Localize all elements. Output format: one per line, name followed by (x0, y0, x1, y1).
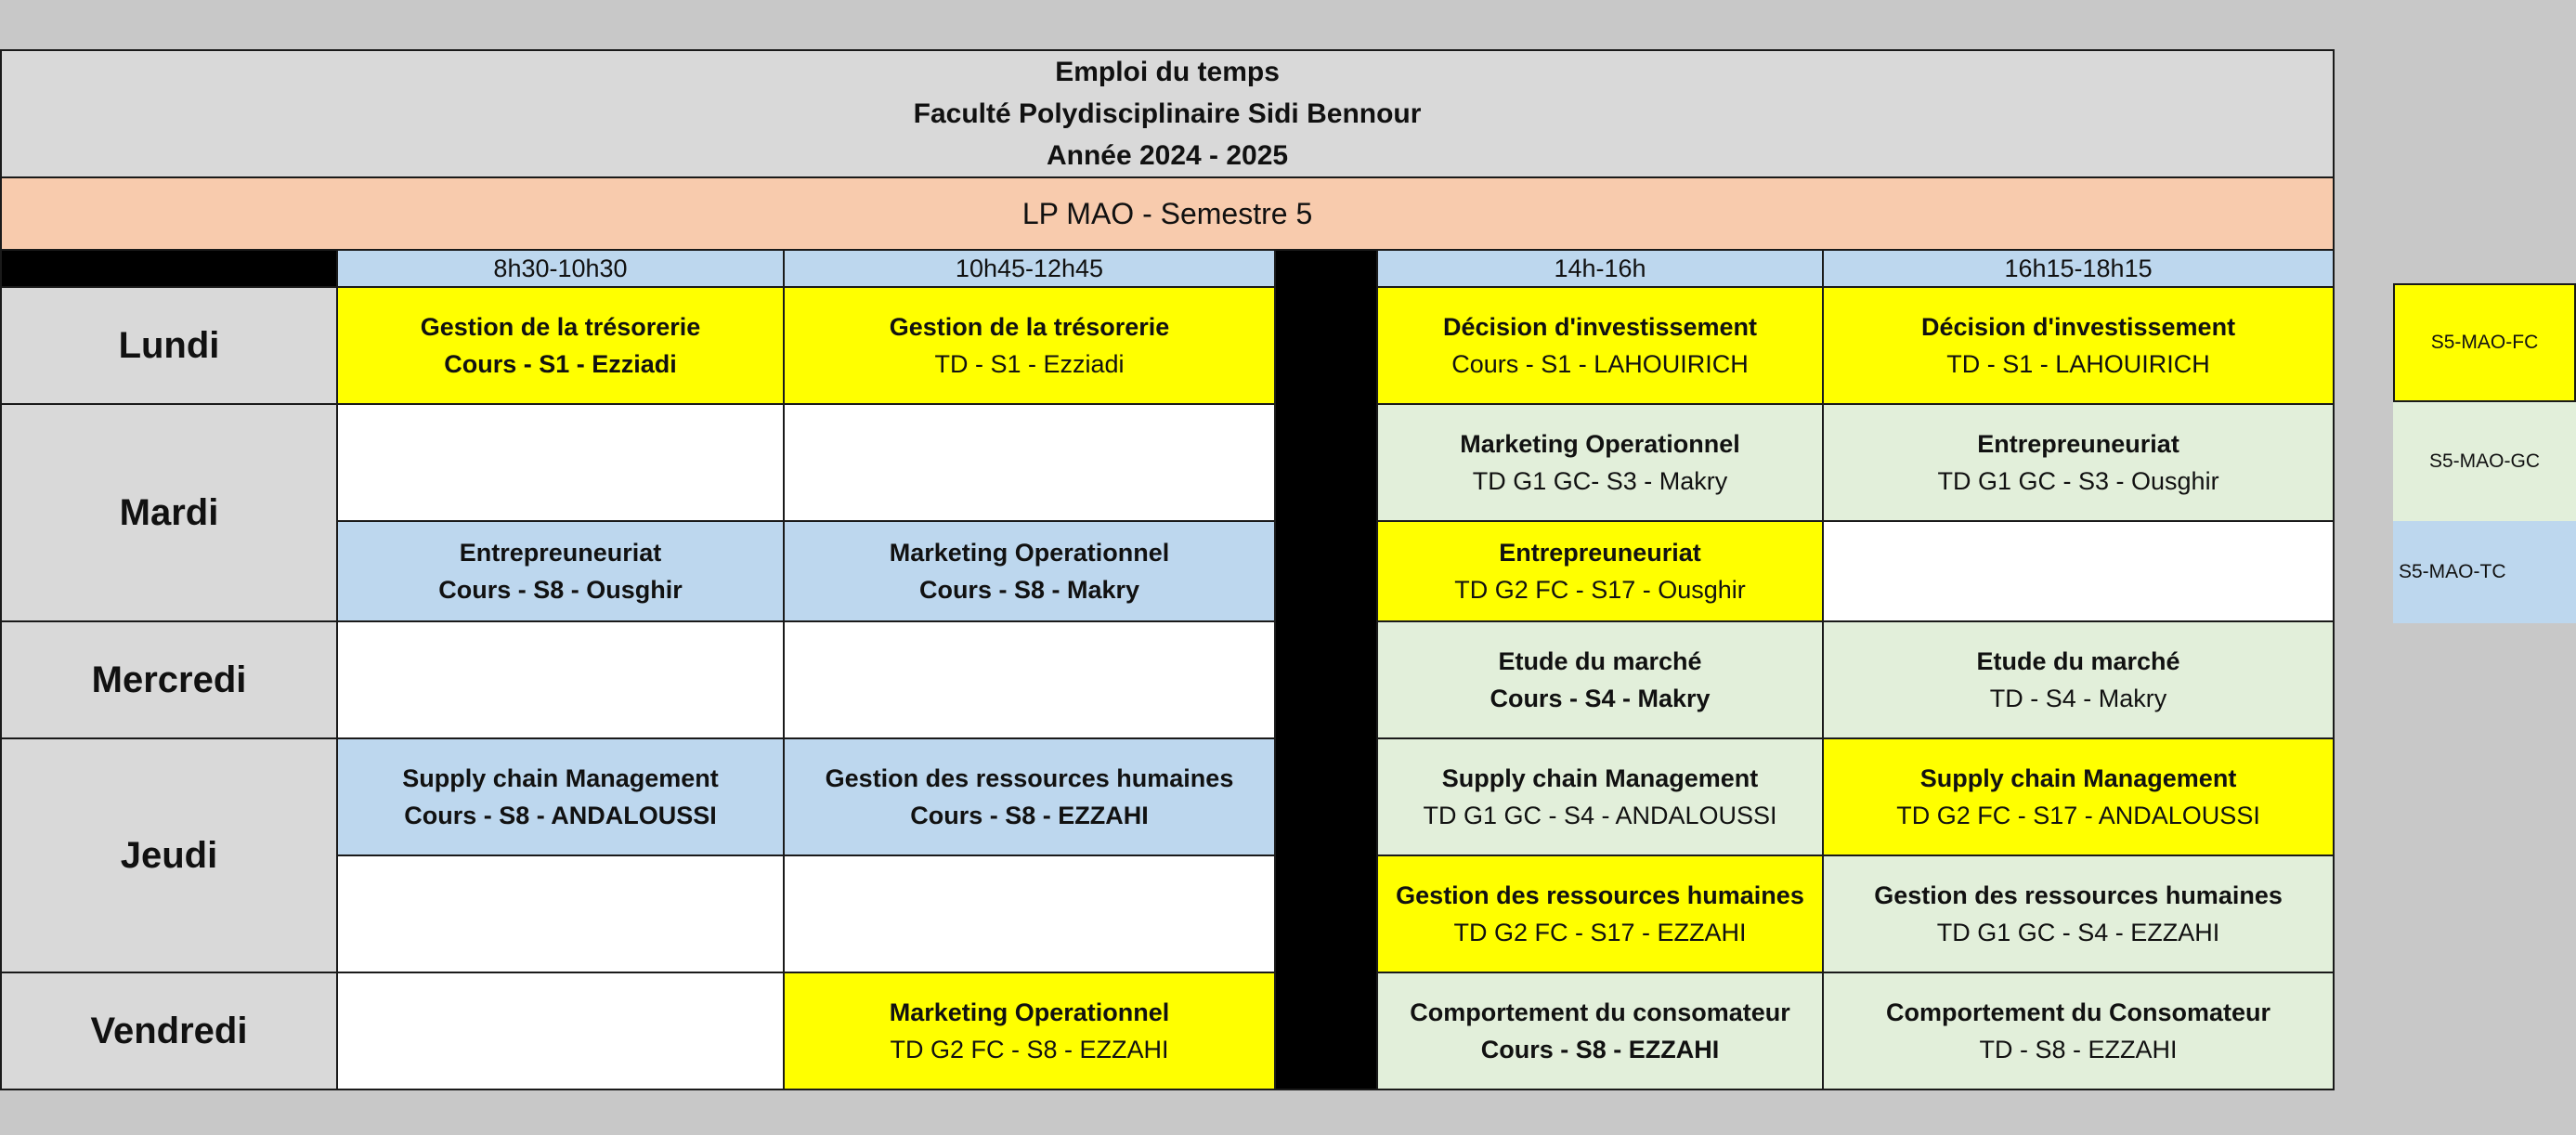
course-cell (1377, 404, 1823, 521)
time-slot-1: 8h30-10h30 (337, 250, 784, 287)
course-detail: TD G1 GC- S3 - Makry (1472, 467, 1728, 495)
course-cell (1377, 287, 1823, 404)
time-slot-4: 16h15-18h15 (1823, 250, 2334, 287)
time-slot-row (1, 250, 2334, 287)
row-vendredi (1, 972, 2334, 1089)
course-title: Supply chain Management (402, 764, 719, 792)
course-title: Gestion de la trésorerie (420, 313, 701, 341)
course-title: Supply chain Management (1441, 764, 1759, 792)
course-detail: Cours - S8 - EZZAHI (1480, 1036, 1720, 1063)
course-detail: Cours - S8 - Ousghir (438, 576, 683, 604)
course-title: Etude du marché (1498, 647, 1702, 675)
course-title: Comportement du consomateur (1410, 998, 1790, 1026)
course-title: Entrepreuneuriat (459, 539, 662, 567)
course-title: Décision d'investissement (1921, 313, 2236, 341)
course-cell (1377, 738, 1823, 855)
corner-cell (1, 250, 337, 287)
course-detail: TD G1 GC - S4 - EZZAHI (1936, 919, 2220, 946)
course-detail: TD G2 FC - S17 - EZZAHI (1453, 919, 1747, 946)
title-line-2: Faculté Polydisciplinaire Sidi Bennour (913, 98, 1422, 129)
course-cell (1377, 972, 1823, 1089)
color-legend (2393, 283, 2576, 623)
course-detail: TD G1 GC - S4 - ANDALOUSSI (1423, 802, 1777, 829)
course-title: Marketing Operationnel (889, 998, 1170, 1026)
course-cell (337, 287, 784, 404)
empty-cell (337, 621, 784, 738)
course-cell (784, 738, 1275, 855)
course-cell (1823, 404, 2334, 521)
empty-cell (337, 972, 784, 1089)
course-title: Marketing Operationnel (889, 539, 1170, 567)
course-title: Etude du marché (1976, 647, 2180, 675)
course-detail: TD - S4 - Makry (1989, 685, 2167, 712)
course-title: Comportement du Consomateur (1886, 998, 2271, 1026)
course-detail: TD - S8 - EZZAHI (1979, 1036, 2178, 1063)
course-cell (337, 738, 784, 855)
empty-cell (784, 855, 1275, 972)
title-row (1, 50, 2334, 177)
course-cell (784, 972, 1275, 1089)
empty-cell (784, 621, 1275, 738)
course-detail: TD - S1 - LAHOUIRICH (1946, 350, 2210, 378)
empty-cell (784, 404, 1275, 521)
legend-item-fc: S5-MAO-FC (2393, 283, 2576, 402)
row-mardi-a (1, 404, 2334, 521)
title-line-1: Emploi du temps (1055, 57, 1280, 87)
course-title: Marketing Operationnel (1460, 430, 1740, 458)
day-label-vendredi: Vendredi (1, 972, 337, 1089)
course-detail: Cours - S8 - Makry (918, 576, 1140, 604)
row-lundi (1, 287, 2334, 404)
course-title: Gestion des ressources humaines (1396, 881, 1804, 909)
course-title: Entrepreuneuriat (1977, 430, 2179, 458)
course-cell (784, 287, 1275, 404)
course-cell (1823, 621, 2334, 738)
course-cell (1823, 972, 2334, 1089)
course-detail: TD G1 GC - S3 - Ousghir (1937, 467, 2219, 495)
timetable (0, 49, 2335, 1090)
day-label-lundi: Lundi (1, 287, 337, 404)
course-detail: TD G2 FC - S8 - EZZAHI (890, 1036, 1169, 1063)
day-label-mardi: Mardi (1, 404, 337, 621)
row-jeudi-b (1, 855, 2334, 972)
day-label-mercredi: Mercredi (1, 621, 337, 738)
day-label-jeudi: Jeudi (1, 738, 337, 972)
course-cell (1823, 855, 2334, 972)
course-title: Supply chain Management (1919, 764, 2237, 792)
program-title: LP MAO - Semestre 5 (1, 177, 2334, 250)
course-detail: Cours - S1 - LAHOUIRICH (1451, 350, 1749, 378)
time-slot-3: 14h-16h (1377, 250, 1823, 287)
course-cell (1377, 521, 1823, 621)
program-row (1, 177, 2334, 250)
lunch-break-column (1275, 250, 1377, 1089)
course-title: Décision d'investissement (1442, 313, 1758, 341)
row-mercredi (1, 621, 2334, 738)
course-cell (784, 521, 1275, 621)
course-detail: Cours - S4 - Makry (1490, 685, 1711, 712)
course-title: Gestion des ressources humaines (825, 764, 1234, 792)
course-detail: Cours - S1 - Ezziadi (444, 350, 677, 378)
course-cell (1823, 738, 2334, 855)
course-detail: TD - S1 - Ezziadi (934, 350, 1125, 378)
course-cell (337, 521, 784, 621)
legend-item-gc: S5-MAO-GC (2393, 402, 2576, 521)
course-detail: Cours - S8 - ANDALOUSSI (404, 802, 717, 829)
course-cell (1377, 855, 1823, 972)
time-slot-2: 10h45-12h45 (784, 250, 1275, 287)
row-mardi-b (1, 521, 2334, 621)
course-detail: TD G2 FC - S17 - ANDALOUSSI (1896, 802, 2260, 829)
empty-cell (337, 855, 784, 972)
course-title: Entrepreuneuriat (1499, 539, 1701, 567)
title-line-3: Année 2024 - 2025 (1046, 140, 1289, 171)
course-cell (1823, 287, 2334, 404)
course-title: Gestion de la trésorerie (889, 313, 1170, 341)
title-cell (1, 50, 2334, 177)
legend-item-tc: S5-MAO-TC (2393, 521, 2576, 623)
course-cell (1377, 621, 1823, 738)
empty-cell (337, 404, 784, 521)
row-jeudi-a (1, 738, 2334, 855)
course-detail: Cours - S8 - EZZAHI (910, 802, 1149, 829)
empty-cell (1823, 521, 2334, 621)
course-title: Gestion des ressources humaines (1874, 881, 2283, 909)
course-detail: TD G2 FC - S17 - Ousghir (1454, 576, 1746, 604)
